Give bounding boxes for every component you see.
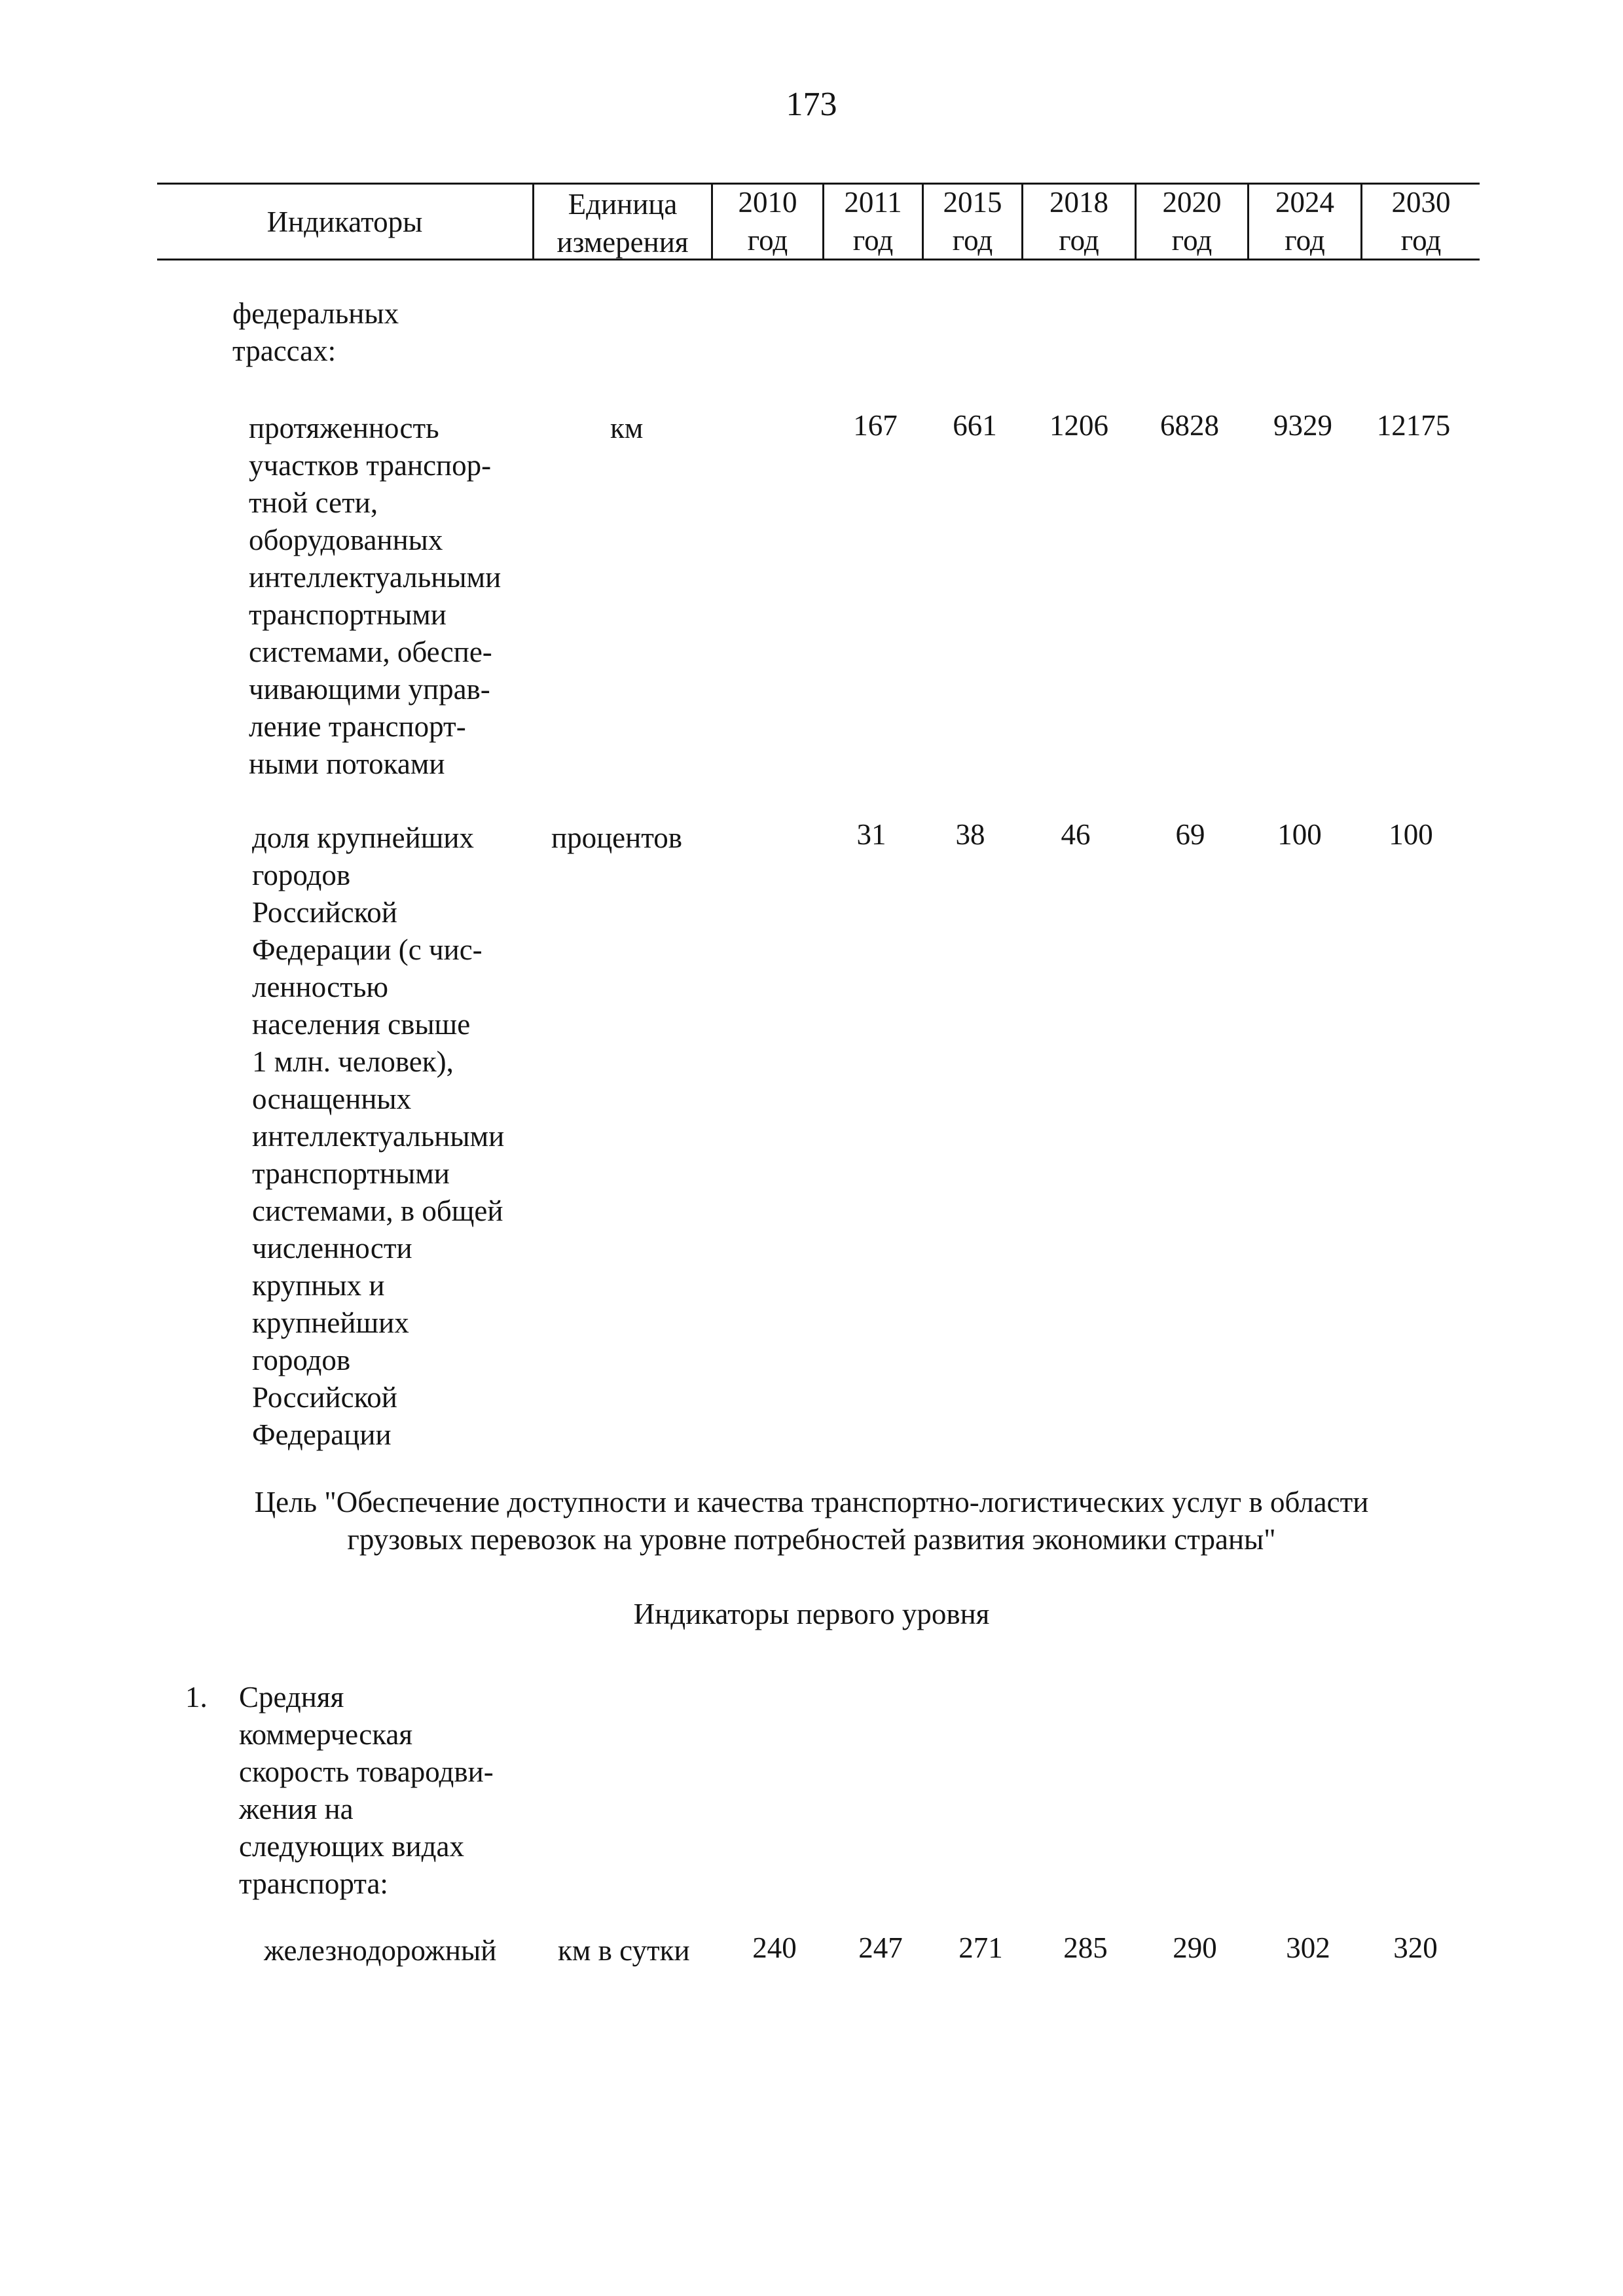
header-year-suffix: год — [1285, 224, 1325, 257]
header-year-suffix: год — [952, 224, 993, 257]
value-2011: 31 — [856, 818, 886, 851]
value-2024: 9329 — [1273, 409, 1332, 442]
row-unit: км в сутки — [558, 1934, 690, 1967]
value-2030: 12175 — [1376, 409, 1451, 442]
header-year-2010 — [713, 183, 822, 259]
value-2020: 290 — [1173, 1931, 1217, 1964]
row-indicator: железнодорожный — [264, 1934, 497, 1967]
value-2020: 6828 — [1160, 409, 1219, 442]
value-2010: 240 — [752, 1931, 797, 1964]
header-year-suffix: год — [747, 224, 788, 257]
value-2015: 271 — [958, 1931, 1003, 1964]
header-year-2020 — [1137, 183, 1247, 259]
value-2018: 1206 — [1049, 409, 1108, 442]
header-unit-line2: измерения — [556, 226, 689, 259]
header-year-value: 2020 — [1162, 186, 1222, 219]
value-2018: 285 — [1063, 1931, 1108, 1964]
header-year-suffix: год — [852, 224, 894, 257]
value-2018: 46 — [1061, 818, 1091, 851]
section-title: Индикаторы первого уровня — [633, 1598, 990, 1630]
value-2011: 167 — [853, 409, 898, 442]
header-unit-line1: Единица — [568, 188, 678, 221]
value-2020: 69 — [1175, 818, 1205, 851]
continuation-heading: федеральных трассах: — [232, 297, 399, 367]
page-number: 173 — [786, 86, 837, 123]
goal-line-1: Цель "Обеспечение доступности и качества транспортно-логистических услуг в области — [254, 1486, 1369, 1518]
header-year-2011 — [824, 183, 922, 259]
row-indicator: протяженность участков транспор- тной сети, оборудованных интеллектуальными транспортными системами, обеспе- чивающими управ- ление транспорт- ными потоками — [249, 412, 501, 780]
header-year-value: 2024 — [1275, 186, 1334, 219]
header-year-value: 2010 — [738, 186, 797, 219]
row-unit: км — [610, 412, 644, 444]
header-year-value: 2015 — [943, 186, 1002, 219]
header-year-value: 2011 — [844, 186, 902, 219]
header-year-suffix: год — [1171, 224, 1213, 257]
value-2024: 302 — [1286, 1931, 1330, 1964]
row-indicator: доля крупнейших городов Российской Федерации (с чис- ленностью населения свыше 1 млн. человек), оснащенных интеллектуальными транспортными системами, в общей численности крупных и крупнейших городов Российской Федерации — [252, 821, 505, 1451]
header-year-value: 2030 — [1391, 186, 1451, 219]
item-text: Средняя коммерческая скорость товародви- жения на следующих видах транспорта: — [239, 1681, 494, 1900]
header-year-2018 — [1023, 183, 1135, 259]
header-indicators: Индикаторы — [266, 206, 423, 238]
value-2011: 247 — [858, 1931, 903, 1964]
header-unit — [534, 185, 711, 261]
header-year-2030 — [1362, 183, 1480, 259]
header-year-2024 — [1249, 183, 1360, 259]
header-year-suffix: год — [1059, 224, 1099, 257]
goal-line-2: грузовых перевозок на уровне потребностей развития экономики страны" — [347, 1523, 1276, 1556]
value-2030: 320 — [1393, 1931, 1438, 1964]
header-year-value: 2018 — [1049, 186, 1108, 219]
value-2030: 100 — [1389, 818, 1433, 851]
value-2015: 38 — [955, 818, 985, 851]
value-2015: 661 — [953, 409, 997, 442]
header-year-2015 — [924, 183, 1021, 259]
item-number: 1. — [185, 1681, 208, 1713]
header-year-suffix: год — [1400, 224, 1442, 257]
row-unit: процентов — [551, 821, 683, 854]
value-2024: 100 — [1277, 818, 1322, 851]
